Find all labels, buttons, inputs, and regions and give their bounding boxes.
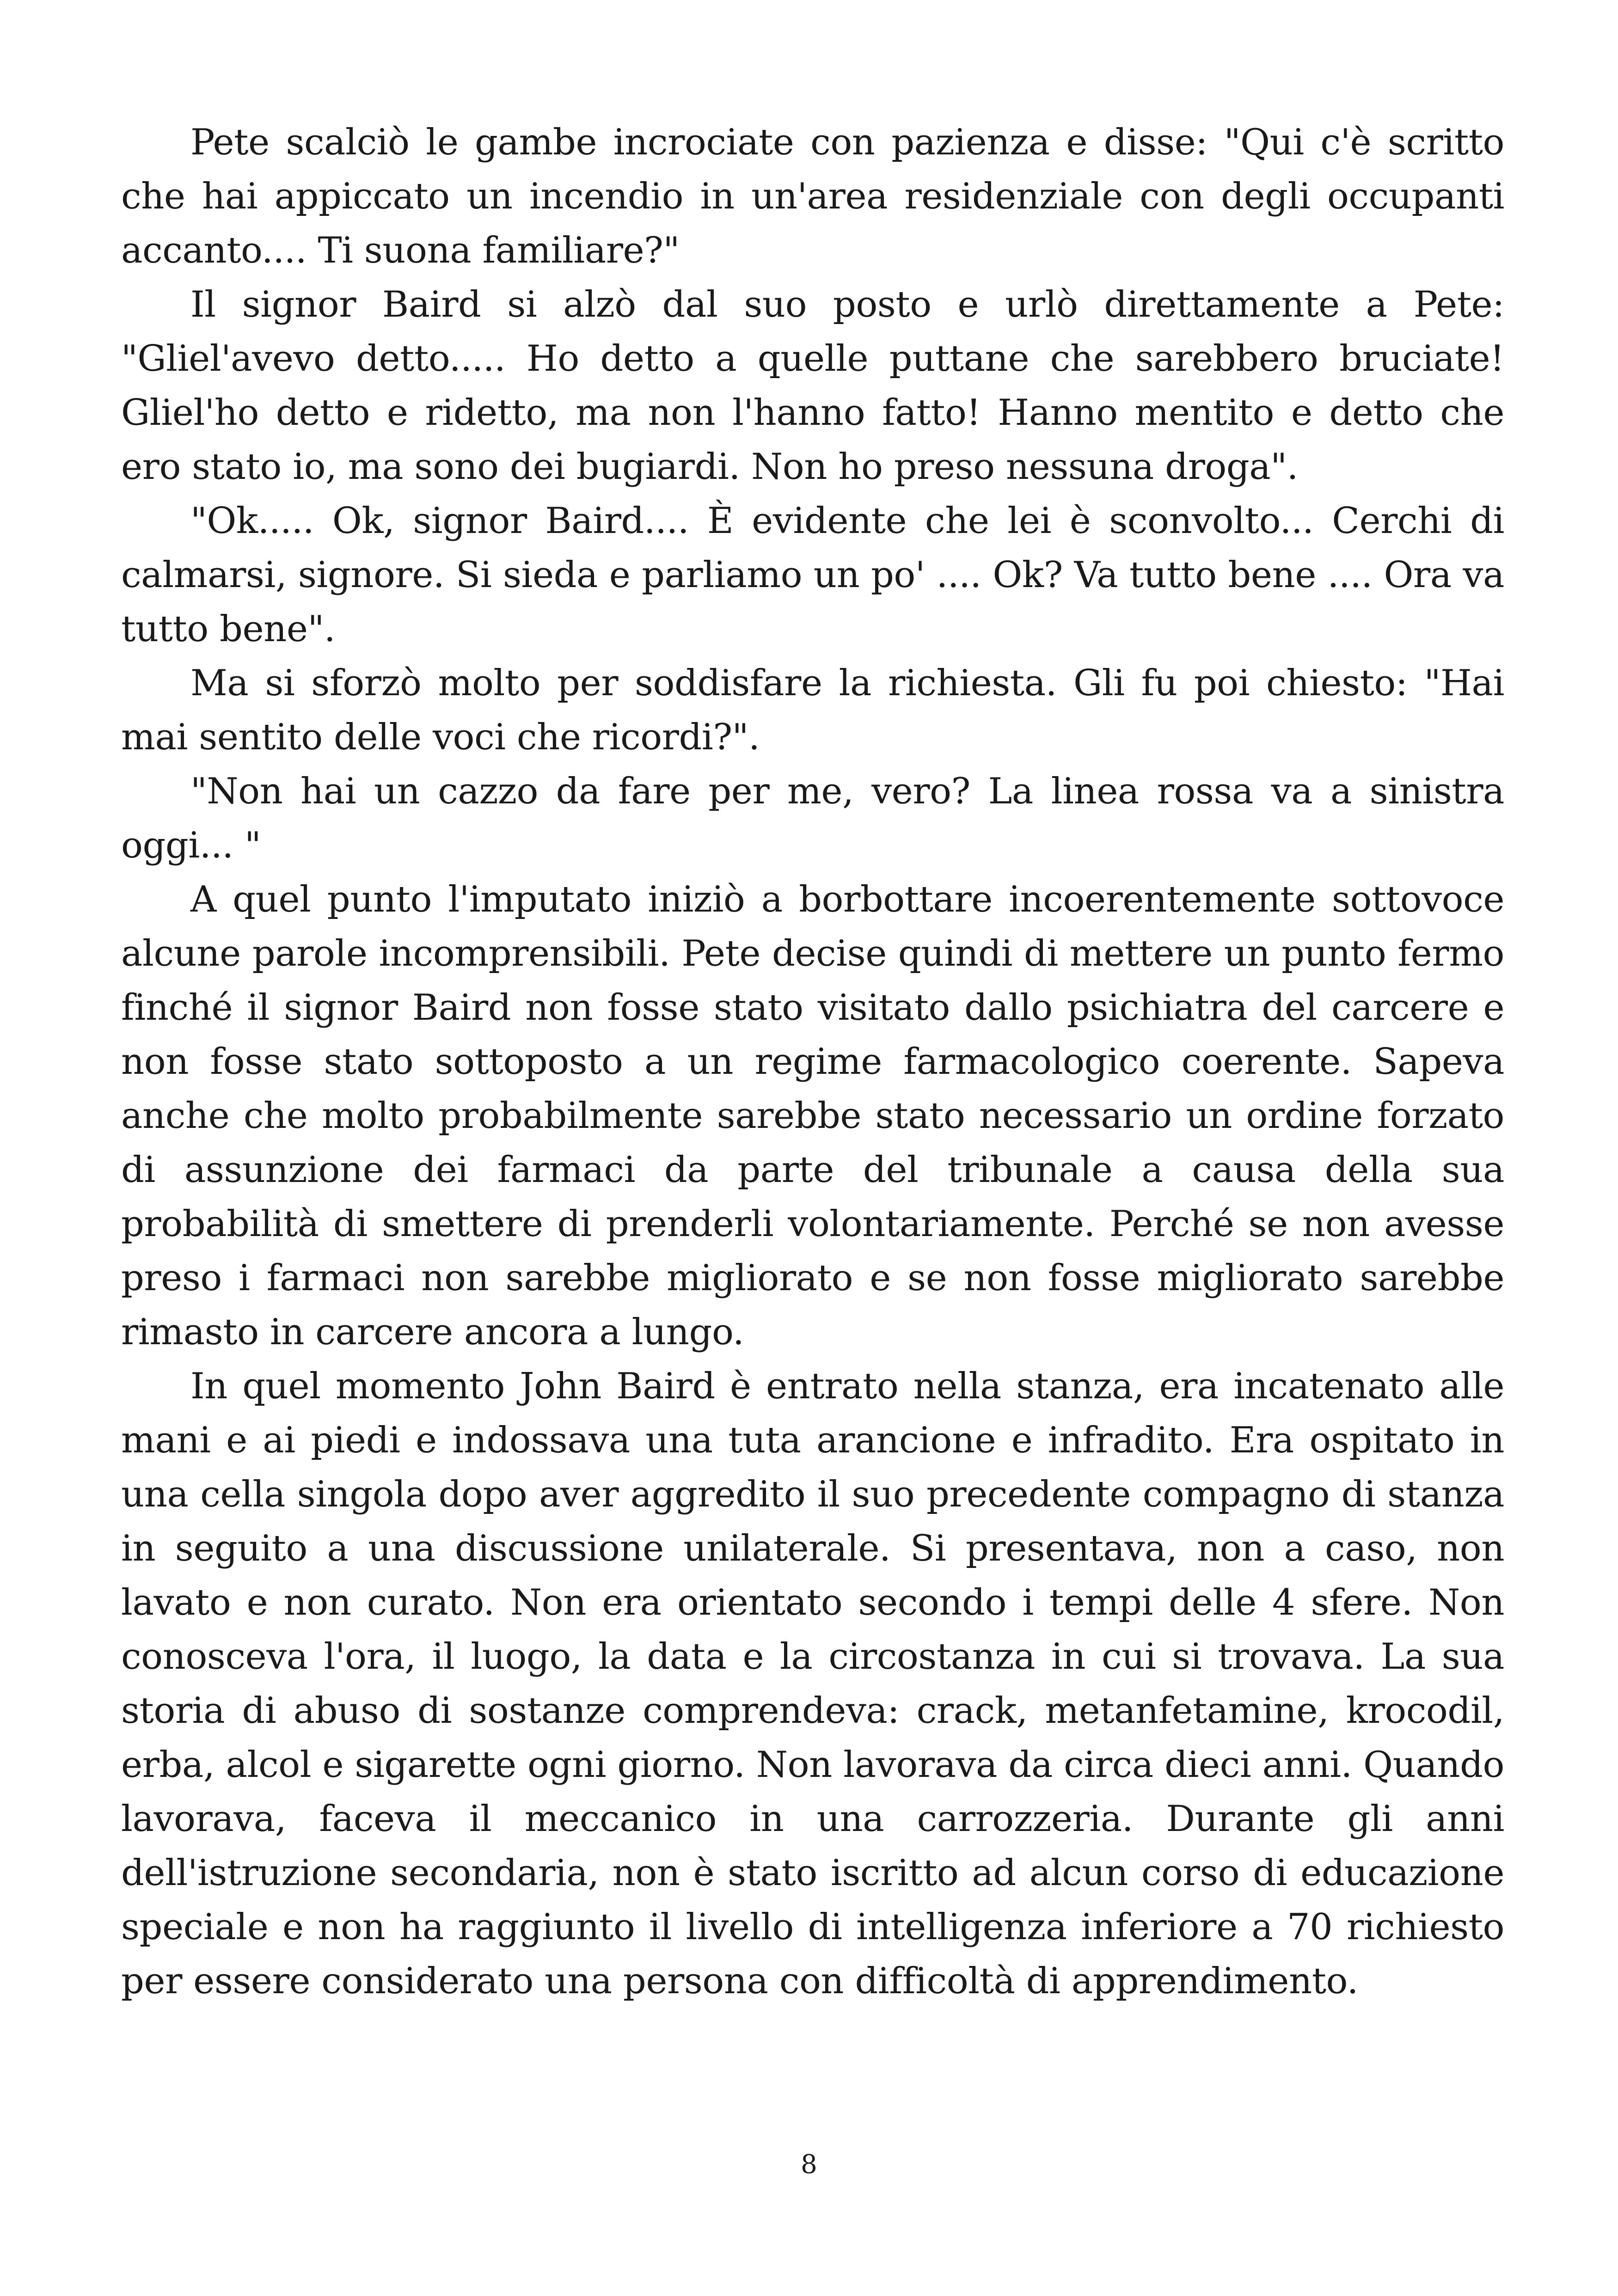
paragraph: Pete scalciò le gambe incrociate con pazienza e disse: "Qui c'è scritto che hai appiccato un incendio in un'area residenziale con degli occupanti accanto.... Ti suona familiare?": [121, 122, 1504, 271]
paragraph: Il signor Baird si alzò dal suo posto e urlò direttamente a Pete: "Gliel'avevo detto..... Ho detto a quelle puttane che sarebbero bruciate! Gliel'ho detto e ridetto, ma non l'hanno fatto! Hanno mentito e detto che ero stato io, ma sono dei bugiardi. Non ho preso nessuna droga".: [121, 284, 1504, 488]
paragraph: A quel punto l'imputato iniziò a borbottare incoerentemente sottovoce alcune parole incomprensibili. Pete decise quindi di mettere un punto fermo finché il signor Baird non fosse stato visitato dallo psichiatra del carcere e non fosse stato sottoposto a un regime farmacologico coerente. Sapeva anche che molto probabilmente sarebbe stato necessario un ordine forzato di assunzione dei farmaci da parte del tribunale a causa della sua probabilità di smettere di prenderli volontariamente. Perché se non avesse preso i farmaci non sarebbe migliorato e se non fosse migliorato sarebbe rimasto in carcere ancora a lungo.: [121, 879, 1504, 1353]
page-number: 8: [801, 2149, 817, 2180]
body-text: [121, 116, 1504, 2008]
paragraph: "Non hai un cazzo da fare per me, vero? La linea rossa va a sinistra oggi... ": [121, 771, 1504, 866]
paragraph: Ma si sforzò molto per soddisfare la richiesta. Gli fu poi chiesto: "Hai mai sentito delle voci che ricordi?".: [121, 662, 1504, 758]
paragraph: In quel momento John Baird è entrato nella stanza, era incatenato alle mani e ai piedi e indossava una tuta arancione e infradito. Era ospitato in una cella singola dopo aver aggredito il suo precedente compagno di stanza in seguito a una discussione unilaterale. Si presentava, non a caso, non lavato e non curato. Non era orientato secondo i tempi delle 4 sfere. Non conosceva l'ora, il luogo, la data e la circostanza in cui si trovava. La sua storia di abuso di sostanze comprendeva: crack, metanfetamine, krocodil, erba, alcol e sigarette ogni giorno. Non lavorava da circa dieci anni. Quando lavorava, faceva il meccanico in una carrozzeria. Durante gli anni dell'istruzione secondaria, non è stato iscritto ad alcun corso di educazione speciale e non ha raggiunto il livello di intelligenza inferiore a 70 richiesto per essere considerato una persona con difficoltà di apprendimento.: [121, 1365, 1504, 2002]
paragraph: "Ok..... Ok, signor Baird.... È evidente che lei è sconvolto... Cerchi di calmarsi, signore. Si sieda e parliamo un po' .... Ok? Va tutto bene .... Ora va tutto bene".: [121, 500, 1504, 650]
